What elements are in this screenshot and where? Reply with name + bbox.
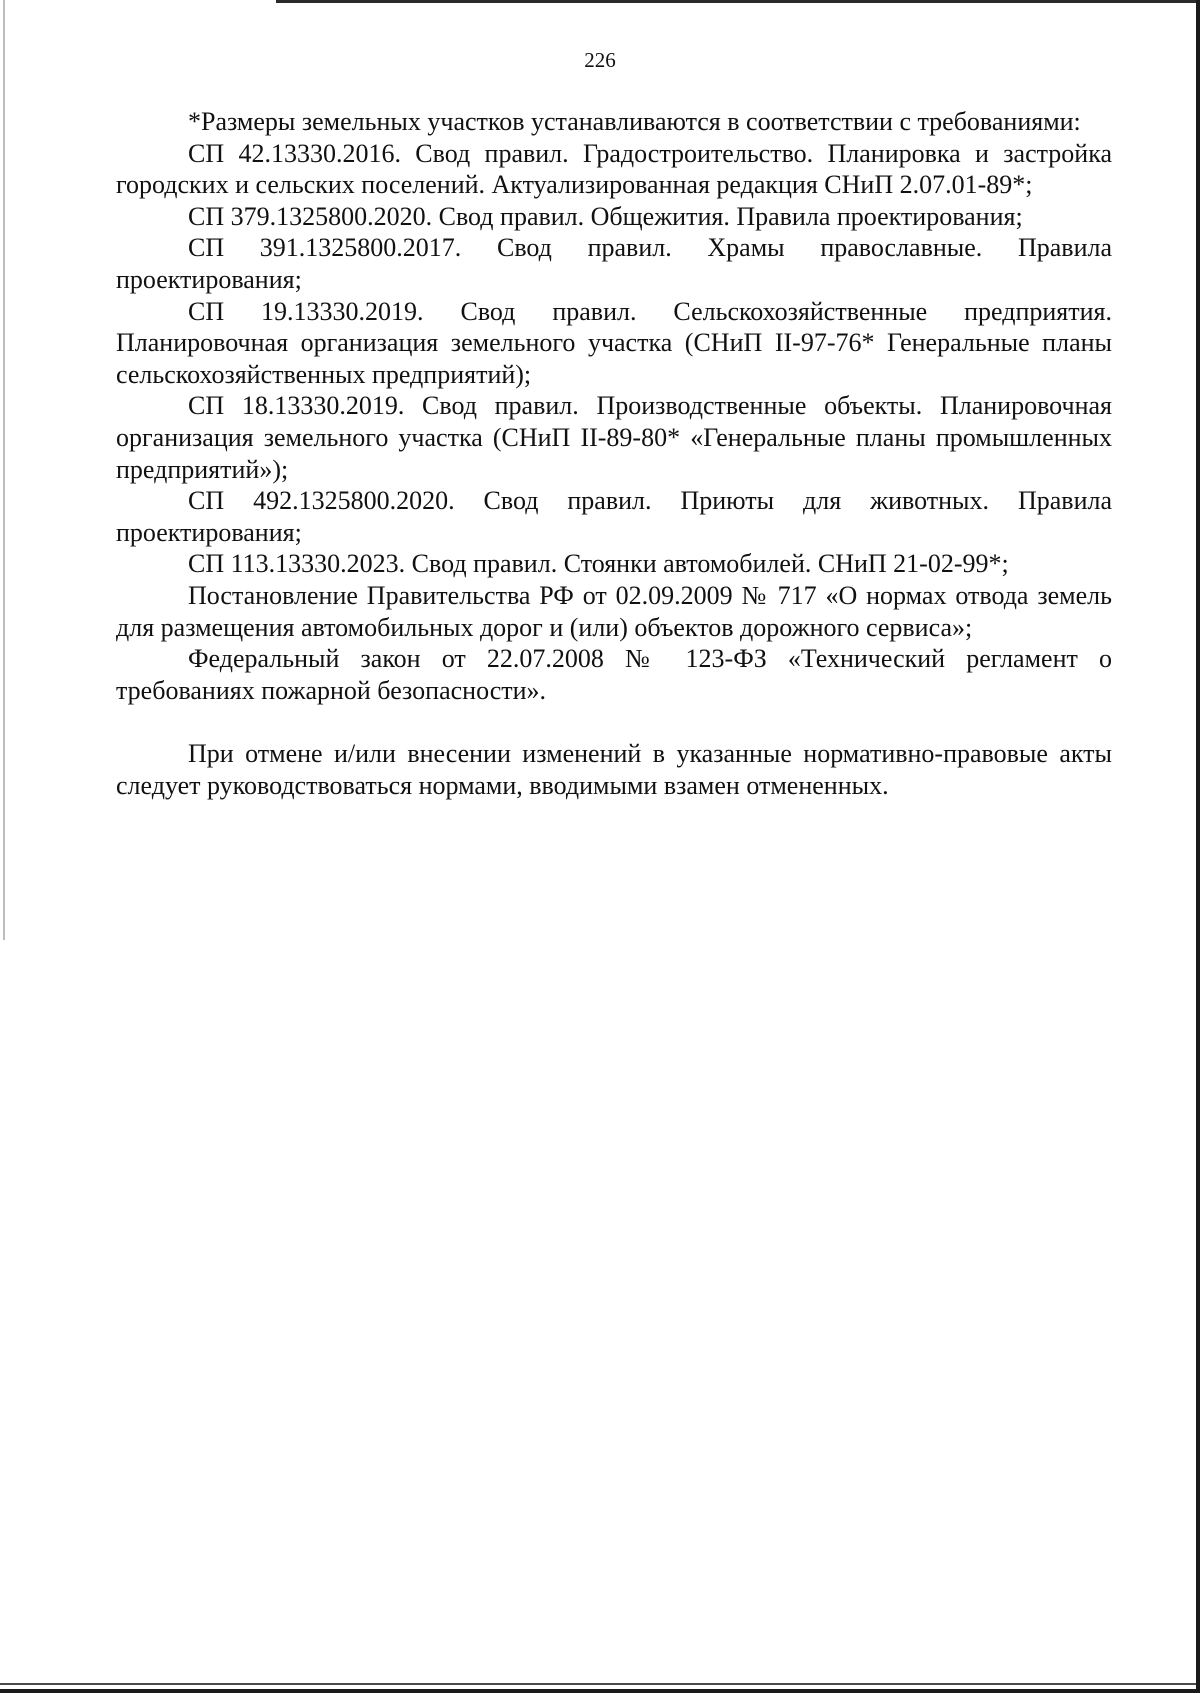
paragraph-sp-492: СП 492.1325800.2020. Свод правил. Приюты для животных. Правила проектирования; xyxy=(116,486,1112,547)
paragraph-closing-note: При отмене и/или внесении изменений в указанные нормативно-правовые акты следует руководствоваться нормами, вводимыми взамен отмененных. xyxy=(116,739,1112,800)
paragraph-federal-law-123: Федеральный закон от 22.07.2008 № 123-ФЗ «Технический регламент о требованиях пожарной безопасности». xyxy=(116,644,1112,705)
paragraph-sp-42: СП 42.13330.2016. Свод правил. Градостроительство. Планировка и застройка городских и сельских поселений. Актуализированная редакция СНиП 2.07.01-89*; xyxy=(116,138,1112,200)
page-border-right xyxy=(1196,0,1200,1693)
page-border-left xyxy=(3,0,5,940)
page-border-bottom-inner xyxy=(0,1683,1196,1685)
paragraph-sp-391: СП 391.1325800.2017. Свод правил. Храмы православные. Правила проектирования; xyxy=(116,233,1112,294)
document-body xyxy=(116,106,1112,801)
page-border-top xyxy=(276,0,1200,3)
paragraph-sp-18: СП 18.13330.2019. Свод правил. Производственные объекты. Планировочная организация земельного участка (СНиП II-89-80* «Генеральные планы промышленных предприятий»); xyxy=(116,391,1112,484)
paragraph-intro: *Размеры земельных участков устанавливаются в соответствии с требованиями: xyxy=(188,107,1081,136)
paragraph-postanovlenie-717: Постановление Правительства РФ от 02.09.2009 № 717 «О нормах отвода земель для размещения автомобильных дорог и (или) объектов дорожного сервиса»; xyxy=(116,580,1112,642)
page-number: 226 xyxy=(584,48,616,72)
paragraph-sp-379: СП 379.1325800.2020. Свод правил. Общежития. Правила проектирования; xyxy=(188,201,1023,231)
paragraph-sp-19: СП 19.13330.2019. Свод правил. Сельскохозяйственные предприятия. Планировочная организация земельного участка (СНиП II-97-76* Генеральные планы сельскохозяйственных предприятий); xyxy=(116,296,1112,389)
page-border-bottom xyxy=(0,1689,1200,1693)
paragraph-sp-113: СП 113.13330.2023. Свод правил. Стоянки автомобилей. СНиП 21-02-99*; xyxy=(188,549,1009,579)
